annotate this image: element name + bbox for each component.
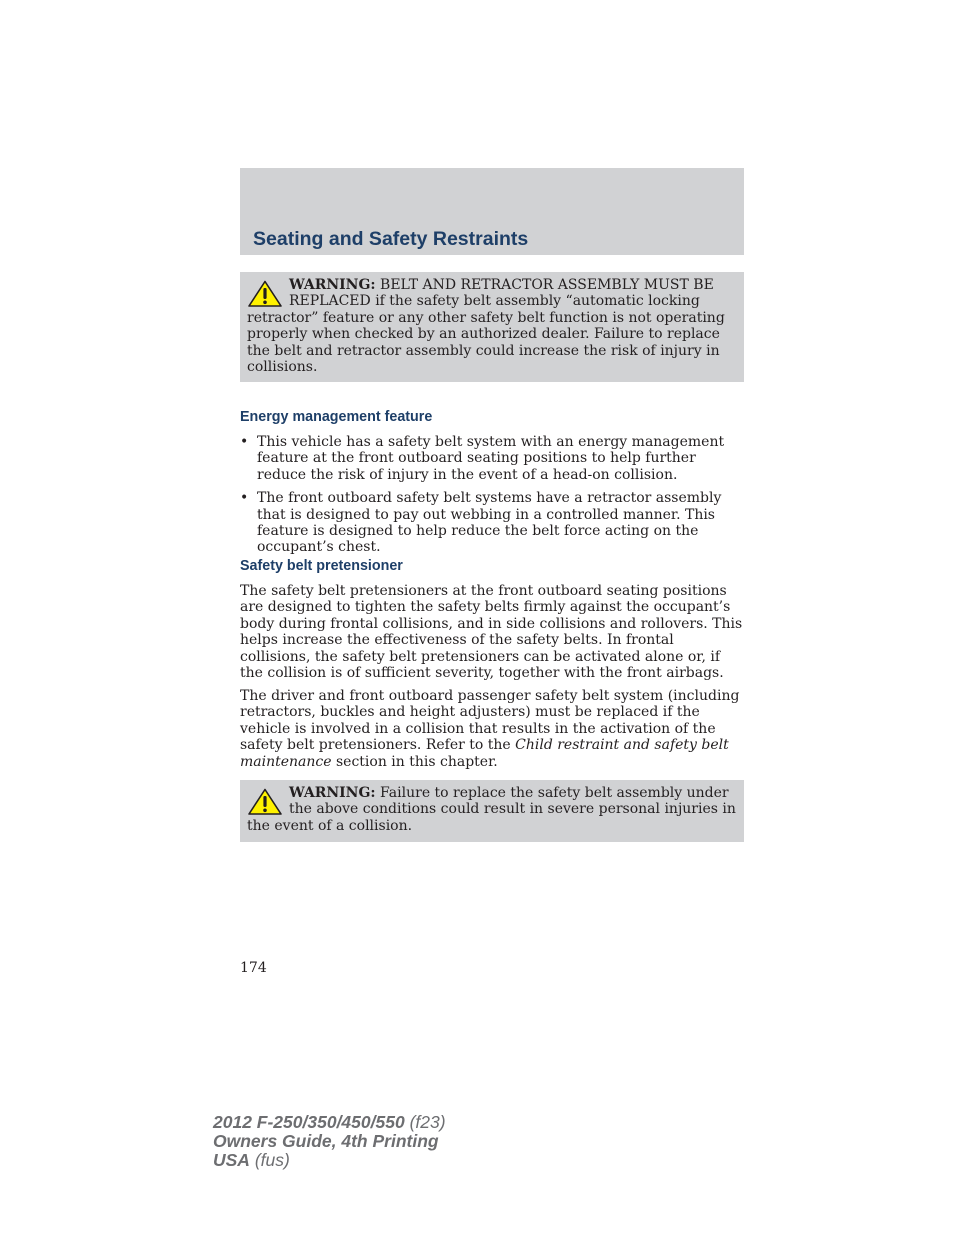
cross-reference: Child restraint and safety belt maintenance — [240, 737, 729, 770]
section-heading-energy-management: Energy management feature — [240, 409, 433, 425]
page-number: 174 — [240, 960, 267, 976]
pretensioner-paragraph-2 — [240, 688, 744, 770]
warning-box-belt-retractor — [240, 272, 744, 382]
footer-model: 2012 F-250/350/450/550 — [213, 1112, 405, 1132]
footer-market: USA — [213, 1150, 250, 1170]
pretensioner-paragraph-1: The safety belt pretensioners at the front outboard seating positions are designed to tighten the safety belts firmly against the occupant’s body during frontal collisions, and in side collisions and rollovers. This helps increase the effectiveness of the safety belts. In frontal collisions, the safety belt pretensioners can be activated alone or, if the collision is of sufficient severity, together with the front airbags. — [240, 583, 743, 682]
warning-text: Failure to replace the safety belt assembly under the above conditions could result in severe personal injuries in the event of a collision. — [247, 785, 736, 834]
warning-triangle-icon — [247, 280, 283, 308]
footer-market-code: (fus) — [249, 1150, 290, 1170]
footer-model-code: (f23) — [404, 1112, 446, 1132]
section-heading-pretensioner: Safety belt pretensioner — [240, 558, 403, 574]
warning-box-replace-belt — [240, 780, 744, 842]
paragraph-text: section in this chapter. — [331, 753, 498, 770]
list-item: • The front outboard safety belt systems have a retractor assembly that is designed to pay out webbing in a controlled manner. This feature is designed to help reduce the belt force acting on the occupant’s chest. — [240, 490, 744, 556]
warning-text: BELT AND RETRACTOR ASSEMBLY MUST BE REPLACED if the safety belt assembly “automatic locking retractor” feature or any other safety belt function is not operating properly when checked by an authorized dealer. Failure to replace the belt and retractor assembly could increase the risk of injury in collisions. — [247, 277, 725, 376]
footer-guide: Owners Guide, 4th Printing — [213, 1131, 439, 1151]
chapter-title: Seating and Safety Restraints — [253, 228, 529, 250]
energy-management-list — [240, 434, 744, 563]
warning-triangle-icon — [247, 788, 283, 816]
warning-label: WARNING: — [289, 785, 376, 801]
paragraph-text: The driver and front outboard passenger safety belt system (including retractors, buckles and height adjusters) must be replaced if the vehicle is involved in a collision that results in the activation of the safety belt pretensioners. Refer to the — [240, 688, 740, 754]
chapter-header-band — [240, 168, 744, 255]
warning-label: WARNING: — [289, 277, 376, 293]
list-item: • This vehicle has a safety belt system with an energy management feature at the front outboard seating positions to help further reduce the risk of injury in the event of a head-on collision. — [240, 434, 744, 483]
document-footer — [213, 1113, 446, 1170]
